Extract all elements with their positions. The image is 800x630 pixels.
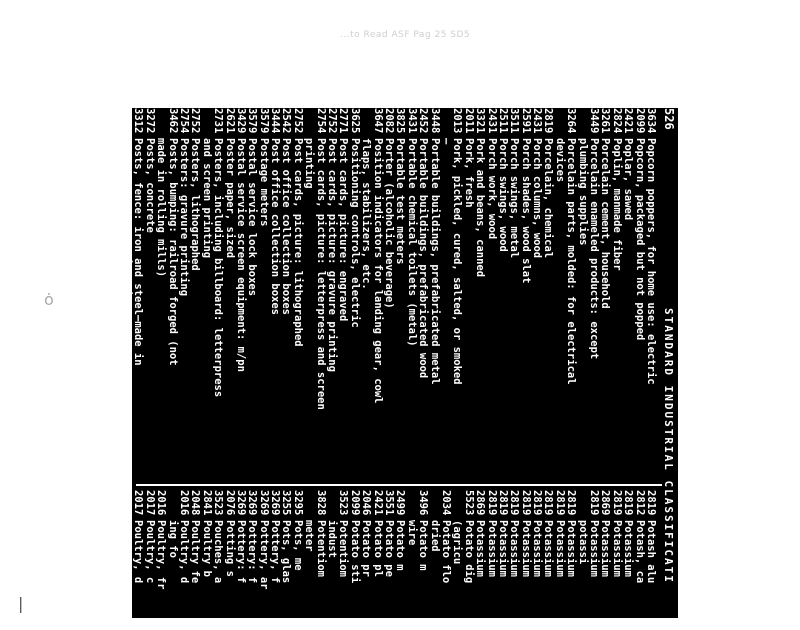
sic-code: 2076 <box>223 490 236 516</box>
entry-label: dried <box>428 520 441 552</box>
entry-label: Posts, bumping: railroad forged (not <box>166 138 179 366</box>
index-entry <box>257 108 268 478</box>
entry-label: Poultry, d <box>132 520 145 584</box>
index-entry <box>440 490 451 630</box>
index-entry <box>383 108 394 478</box>
index-entry <box>314 108 325 478</box>
sic-code: 2016 <box>177 490 190 516</box>
sic-code: 2752 <box>189 108 202 134</box>
entry-label: Post office collection boxes <box>269 138 282 316</box>
index-entry <box>143 490 154 630</box>
index-entry <box>132 490 143 630</box>
entry-label: Potassium <box>599 520 612 577</box>
index-entry <box>576 490 587 630</box>
entry-label: Poultry, s <box>109 520 122 584</box>
sic-code: 3523 <box>212 490 225 516</box>
entry-label: Poultry fe <box>189 520 202 584</box>
index-entry <box>155 108 166 478</box>
entry-label: Pots, me <box>291 520 304 571</box>
index-entry <box>292 490 303 630</box>
index-entry <box>553 108 564 478</box>
index-entry <box>189 108 200 478</box>
sic-code: 2819 <box>622 490 635 516</box>
sic-code: 2499 <box>394 490 407 516</box>
sic-code: 2812 <box>633 490 646 516</box>
index-entry <box>553 490 564 630</box>
sic-code: 2034 <box>439 490 452 516</box>
sic-code: 2048 <box>189 490 202 516</box>
sic-code: 3579 <box>257 108 270 134</box>
sic-code: 2082 <box>383 108 396 134</box>
index-entry <box>519 108 530 478</box>
index-entry <box>519 490 530 630</box>
scan-smudge: | <box>18 594 24 613</box>
index-entry <box>497 490 508 630</box>
index-entry <box>178 490 189 630</box>
entry-label: Porch swings, wood <box>496 138 509 252</box>
index-entry <box>405 490 416 630</box>
index-entry <box>474 490 485 630</box>
entry-label: Pottery, ar <box>257 520 270 590</box>
entry-label: steel works or rolling mills <box>121 138 134 316</box>
index-entry <box>497 108 508 478</box>
sic-code: 3269 <box>257 490 270 516</box>
entry-label: devices <box>553 138 566 183</box>
index-entry <box>451 490 462 630</box>
entry-label: flaps, stabilizers, etc. <box>360 138 373 290</box>
entry-label: Porch swings, metal <box>508 138 521 259</box>
index-entry <box>269 108 280 478</box>
page-number: 526 <box>662 108 676 130</box>
entry-label: Potato pl <box>371 520 384 577</box>
entry-label: Post cards, picture: letterpress and screen <box>314 138 327 410</box>
sic-code: 3295 <box>291 490 304 516</box>
entry-label: Poplin, manmade fiber <box>610 138 623 271</box>
entry-label: Pots, glas <box>280 520 293 584</box>
sic-code: 2591 <box>519 108 532 134</box>
sic-code: 3264 <box>565 108 578 134</box>
sic-code: 2869 <box>599 490 612 516</box>
entry-label: Potassium <box>588 520 601 577</box>
entry-label: Post cards, picture: engraved <box>337 138 350 322</box>
sic-code: 2819 <box>496 490 509 516</box>
index-entry <box>565 108 576 478</box>
sic-code: 3523 <box>337 490 350 516</box>
scan-smudge: ȯ <box>44 290 54 309</box>
entry-label: Potash alu <box>645 520 657 584</box>
index-entry <box>269 490 280 630</box>
index-entry <box>280 108 291 478</box>
entry-label: Pork and beans, canned <box>474 138 487 278</box>
index-entry <box>610 490 621 630</box>
entry-label: Potassium <box>622 520 635 577</box>
sic-code: 3511 <box>508 108 521 134</box>
index-entry <box>200 490 211 630</box>
sic-code: 3321 <box>474 108 487 134</box>
sic-code: 3449 <box>588 108 601 134</box>
index-entry <box>86 108 97 478</box>
entry-label: Poultry, fr <box>155 520 168 590</box>
entry-label: Pottery: f <box>234 520 247 584</box>
index-entry <box>337 108 348 478</box>
sic-code: 3269 <box>234 490 247 516</box>
index-entry <box>622 490 633 630</box>
sic-code: 3431 <box>405 108 418 134</box>
sic-code: 2819 <box>553 490 566 516</box>
entry-label: Potash, ca <box>633 520 646 584</box>
sic-code: 3269 <box>246 490 259 516</box>
index-entry <box>212 108 223 478</box>
entry-label: Popcorn, packaged but not popped <box>633 138 646 341</box>
entry-label: Postal service screen equipment: m/pn <box>234 138 247 372</box>
sic-code: 2017 <box>143 490 156 516</box>
index-entry <box>428 490 439 630</box>
right-column <box>98 490 656 630</box>
sic-code: 3647 <box>371 108 384 134</box>
entry-label: Potassium <box>553 520 566 577</box>
index-entry <box>121 490 132 630</box>
sic-code: 2731 <box>212 108 225 134</box>
entry-label: Potting s <box>223 520 236 577</box>
entry-label: Potentiom <box>314 520 327 577</box>
index-entry <box>235 490 246 630</box>
entry-label: Potato sti <box>348 520 361 584</box>
sic-code: 2819 <box>542 490 555 516</box>
entry-label: Posts, wood: hewn, round or split <box>109 138 122 347</box>
index-entry <box>531 108 542 478</box>
sic-code: 5523 <box>462 490 475 516</box>
entry-label: Pork, pickled, cured, salted, or smoked <box>451 138 464 385</box>
index-entry <box>508 490 519 630</box>
entry-label: Portable buildings, prefabricated wood <box>417 138 430 379</box>
index-entry <box>462 490 473 630</box>
index-entry <box>246 490 257 630</box>
sic-code: 2026 <box>86 108 99 134</box>
index-entry <box>246 108 257 478</box>
entry-label: Potassium <box>565 520 578 577</box>
sic-code: 3269 <box>269 490 282 516</box>
sic-code: 2452 <box>417 108 430 134</box>
entry-label: Posts, wood: treated <box>98 138 111 265</box>
sic-code: 2011 <box>462 108 475 134</box>
entry-label: Posters, including billboard: letterpress <box>212 138 225 398</box>
entry-label: Post cards, picture: lithographed <box>291 138 304 347</box>
sic-code: 2754 <box>314 108 327 134</box>
sic-code: 2016 <box>121 490 134 516</box>
index-entry <box>166 490 177 630</box>
index-entry <box>166 108 177 478</box>
entry-label: Potassium <box>531 520 544 577</box>
entry-label: Popcorn poppers, for home use: electric <box>645 138 657 385</box>
entry-label: Position indicators for landing gear, cowl <box>371 138 384 404</box>
entry-label: Posts, concrete <box>143 138 156 233</box>
sic-code: 2431 <box>531 108 544 134</box>
entry-label: Potassium <box>542 520 555 577</box>
left-column <box>86 108 656 478</box>
sic-code: 2046 <box>360 490 373 516</box>
index-entry <box>121 108 132 478</box>
index-entry <box>417 108 428 478</box>
sic-code: 2752 <box>326 108 339 134</box>
index-entry <box>588 108 599 478</box>
sic-code: 2542 <box>280 108 293 134</box>
index-entry <box>189 490 200 630</box>
entry-label: Potato flo <box>439 520 452 584</box>
sic-code: 3579 <box>246 108 259 134</box>
sic-code: 2771 <box>337 108 350 134</box>
entry-label: potassi <box>576 520 589 565</box>
entry-label: indust <box>326 520 339 558</box>
sic-code: 3828 <box>314 490 327 516</box>
index-entry <box>143 108 154 478</box>
entry-label: Potassium <box>610 520 623 577</box>
sic-code: 2754 <box>177 108 190 134</box>
index-entry <box>223 108 234 478</box>
index-entry <box>109 108 120 478</box>
sic-code: 2819 <box>485 490 498 516</box>
index-entry <box>371 108 382 478</box>
sic-code: 2869 <box>474 490 487 516</box>
index-entry <box>394 490 405 630</box>
index-entry <box>155 490 166 630</box>
entry-label: Poultry b <box>200 520 213 577</box>
entry-label: Potassium <box>496 520 509 577</box>
index-entry <box>314 490 325 630</box>
entry-label: Pottery: f <box>246 520 259 584</box>
index-entry <box>212 490 223 630</box>
entry-label: Potato pe <box>383 520 396 577</box>
index-entry <box>599 490 610 630</box>
index-entry <box>542 108 553 478</box>
index-entry <box>645 490 656 630</box>
index-entry <box>223 490 234 630</box>
entry-label: Porter (alcoholic beverage) <box>383 138 396 309</box>
sic-code: 2819 <box>542 108 555 134</box>
sic-code: 2099 <box>633 108 646 134</box>
entry-label: Porch columns, wood <box>531 138 544 259</box>
index-entry <box>235 108 246 478</box>
index-entry <box>257 490 268 630</box>
index-entry <box>383 490 394 630</box>
index-entry <box>394 108 405 478</box>
sic-code: 2752 <box>291 108 304 134</box>
index-entry <box>440 108 451 478</box>
sic-code: 2511 <box>496 108 509 134</box>
sic-code: 2099 <box>348 490 361 516</box>
index-entry <box>417 490 428 630</box>
entry-label: wire <box>405 520 418 546</box>
entry-label: Potassium <box>474 520 487 577</box>
index-entry <box>428 108 439 478</box>
entry-label: meter <box>303 520 316 552</box>
sic-code: 3429 <box>234 108 247 134</box>
entry-label: Potato pr <box>360 520 373 577</box>
index-entry <box>565 490 576 630</box>
entry-label: Porcelain parts, molded: for electrical <box>565 138 578 385</box>
entry-label: Posters, lithographed <box>189 138 202 271</box>
index-entry <box>633 490 644 630</box>
sic-code: 3625 <box>348 108 361 134</box>
entry-label: Poplar, sawed <box>622 138 635 221</box>
index-entry <box>326 490 337 630</box>
sic-code: 2819 <box>565 490 578 516</box>
index-entry <box>280 490 291 630</box>
entry-label: Postal service lock boxes <box>246 138 259 297</box>
index-entry <box>98 108 109 478</box>
entry-label: Potentiom <box>337 520 350 577</box>
entry-label: Porcelain, chemical <box>542 138 555 259</box>
entry-label: Poultry, c <box>143 520 156 584</box>
index-entry <box>348 490 359 630</box>
index-entry <box>576 108 587 478</box>
sic-code: 2421 <box>371 490 384 516</box>
index-entry <box>485 108 496 478</box>
sic-code: 2819 <box>588 490 601 516</box>
index-entry <box>531 490 542 630</box>
dictionary-page <box>86 108 678 618</box>
entry-label: Portable chemical toilets (metal) <box>405 138 418 347</box>
entry-label: (agricu <box>451 520 464 565</box>
entry-label: and screen printing <box>200 138 213 259</box>
entry-label: Potato m <box>417 520 430 571</box>
index-entry <box>326 108 337 478</box>
index-entry <box>474 108 485 478</box>
index-entry <box>200 108 211 478</box>
sic-code: 2013 <box>451 108 464 134</box>
entry-label: Pork, fresh <box>462 138 475 208</box>
index-entry <box>303 490 314 630</box>
index-entry <box>485 490 496 630</box>
sic-code: 2819 <box>645 490 657 516</box>
index-entry <box>610 108 621 478</box>
index-entry <box>508 108 519 478</box>
index-entry <box>599 108 610 478</box>
entry-label: Post cards, picture: gravure printing <box>326 138 339 372</box>
sic-code: 2016 <box>155 490 168 516</box>
index-entry <box>588 490 599 630</box>
index-entry <box>348 108 359 478</box>
sic-code: 2421 <box>109 108 122 134</box>
sic-code: 3551 <box>383 490 396 516</box>
index-entry <box>451 108 462 478</box>
entry-label: Porcelain enameled products: except <box>588 138 601 360</box>
entry-label: — <box>439 138 452 145</box>
sic-code: 3825 <box>394 108 407 134</box>
entry-label: made in rolling mills) <box>155 138 168 278</box>
index-entry <box>405 108 416 478</box>
entry-label: Posts, fence: iron and steel—made in <box>132 138 145 366</box>
index-entry <box>371 490 382 630</box>
entry-label: plumbing supplies <box>576 138 589 246</box>
index-entry <box>109 490 120 630</box>
index-entry <box>178 108 189 478</box>
rotated-page-content <box>86 108 678 618</box>
entry-label: Potassium <box>519 520 532 577</box>
entry-label: Portable buildings, prefabricated metal <box>428 138 441 385</box>
sic-code: 3272 <box>143 108 156 134</box>
entry-label: Pouches, a <box>212 520 225 584</box>
index-entry <box>303 108 314 478</box>
entry-label: Porch shades, wood slat <box>519 138 532 284</box>
sic-code: 2819 <box>519 490 532 516</box>
sic-code: 3635 <box>98 490 111 516</box>
entry-label: printing <box>303 138 316 189</box>
sic-code: 3634 <box>645 108 657 134</box>
entry-label: Positioning controls, electric <box>348 138 361 328</box>
entry-label: Postage meters <box>257 138 270 227</box>
index-entry <box>622 108 633 478</box>
entry-label: Porch work, wood <box>485 138 498 240</box>
index-entry <box>337 490 348 630</box>
faint-header-text: ...to Read ASF Pag 25 SD5 <box>340 30 471 40</box>
sic-code: 2819 <box>610 490 623 516</box>
entry-label: Potato dig <box>462 520 475 584</box>
sic-code: 2017 <box>132 490 145 516</box>
sic-code: 3444 <box>269 108 282 134</box>
sic-code: 2421 <box>622 108 635 134</box>
entry-label: Posters: gravure printing <box>177 138 190 297</box>
sic-code: 3448 <box>428 108 441 134</box>
sic-code: 2491 <box>98 108 111 134</box>
sic-code: 2819 <box>508 490 521 516</box>
sic-code: 2841 <box>200 490 213 516</box>
entry-label: Pottery, f <box>269 520 282 584</box>
entry-label: Powder pu <box>98 520 111 577</box>
sic-code: 3462 <box>166 108 179 134</box>
index-entry <box>292 108 303 478</box>
entry-label: ing fo <box>166 520 179 558</box>
entry-label: Poster paper, sized <box>223 138 236 259</box>
index-entry <box>360 108 371 478</box>
entry-label: Pot cheese <box>86 138 99 202</box>
index-entry <box>132 108 143 478</box>
entry-label: Poultry, f <box>121 520 134 584</box>
sic-code: 3255 <box>280 490 293 516</box>
entry-label: Portable test meters <box>394 138 407 265</box>
entry-label: Potato m <box>394 520 407 571</box>
sic-code: 2824 <box>610 108 623 134</box>
index-entry <box>633 108 644 478</box>
index-entry <box>462 108 473 478</box>
page-title: STANDARD INDUSTRIAL CLASSIFICATI <box>662 308 675 584</box>
index-entry <box>542 490 553 630</box>
sic-code: 3312 <box>132 108 145 134</box>
sic-code: 3261 <box>599 108 612 134</box>
index-entry <box>360 490 371 630</box>
entry-label: Poultry, d <box>177 520 190 584</box>
sic-code: 2431 <box>485 108 498 134</box>
entry-label: Potassium <box>508 520 521 577</box>
index-entry <box>645 108 656 478</box>
sic-code: 3496 <box>417 490 430 516</box>
column-divider <box>136 484 662 486</box>
sic-code: 2621 <box>223 108 236 134</box>
sic-code: 2819 <box>531 490 544 516</box>
index-entry <box>98 490 109 630</box>
entry-label: Potassium <box>485 520 498 577</box>
entry-label: Post office collection boxes <box>280 138 293 316</box>
entry-label: Porcelain cement, household <box>599 138 612 309</box>
sic-code: 2016 <box>109 490 122 516</box>
